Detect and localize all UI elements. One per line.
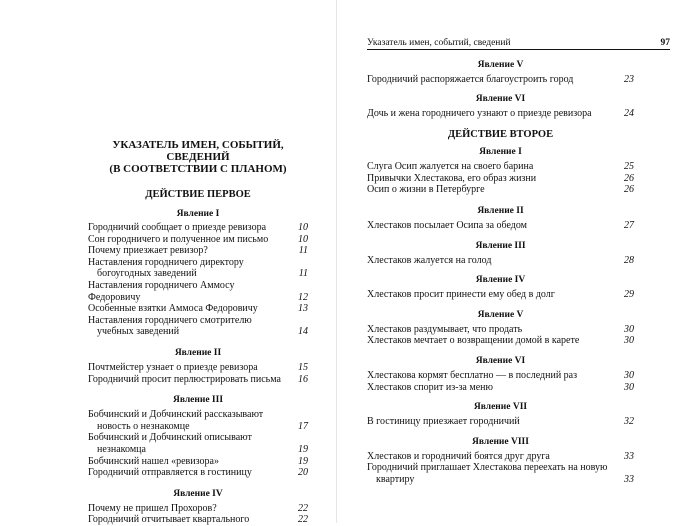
scene-entries <box>88 409 308 479</box>
index-entry <box>367 161 634 173</box>
scene-heading: Явление VII <box>473 402 528 413</box>
entry-text: Городничий отчитывает квартального <box>88 514 250 526</box>
entry-text: Хлестаков раздумывает, что продать <box>367 323 523 335</box>
index-entry <box>367 370 634 382</box>
entry-text: Почему не пришел Прохоров? <box>88 502 217 514</box>
index-entry <box>88 315 308 338</box>
scene-heading: Явление I <box>176 209 220 219</box>
entry-text: Хлестаков посылает Осипа за обедом <box>367 219 528 231</box>
index-entry <box>367 220 634 232</box>
entry-page: 32 <box>624 416 634 428</box>
index-entry <box>88 503 308 515</box>
scene-entries <box>367 220 634 232</box>
entry-page: 26 <box>624 184 634 196</box>
entry-page: 22 <box>298 502 308 514</box>
scene-heading: Явление IV <box>475 275 526 286</box>
scene-heading: Явление IV <box>173 488 223 499</box>
entry-text: Городничий просит перлюстрировать письма <box>88 373 281 385</box>
entry-text: Слуга Осип жалуется на своего барина <box>367 161 534 173</box>
scene-heading: Явление VI <box>475 355 526 366</box>
entry-text: Почтмейстер узнает о приезде ревизора <box>88 361 258 373</box>
entry-text: Сон городничего и полученное им письмо <box>88 233 269 245</box>
entry-page: 22 <box>298 514 308 526</box>
scene-entries <box>367 74 634 86</box>
scene-entries <box>367 451 634 486</box>
entry-text: Почему приезжает ревизор? <box>88 245 208 257</box>
entry-text: В гостиницу приезжает городничий <box>367 416 520 428</box>
entry-page: 17 <box>298 420 308 432</box>
entry-text: Хлестакова кормят бесплатно — в последний раз <box>367 369 578 381</box>
index-entry <box>367 451 634 463</box>
entry-text: Бобчинский и Добчинский описывают незнакомца <box>88 432 252 455</box>
scene-entries <box>367 370 634 393</box>
entry-text: Хлестаков просит принести ему обед в долг <box>367 289 555 301</box>
entry-text: Дочь и жена городничего узнают о приезде ревизора <box>367 107 592 119</box>
entry-page: 27 <box>624 219 634 231</box>
entry-text: Особенные взятки Аммоса Федоровичу <box>88 303 258 315</box>
scene-heading: Явление V <box>477 309 524 320</box>
entry-text: Хлестаков спорит из-за меню <box>367 381 493 393</box>
entry-text: Привычки Хлестакова, его образ жизни <box>367 172 537 184</box>
index-entry <box>88 432 308 455</box>
index-entry <box>88 303 308 315</box>
entry-page: 23 <box>624 74 634 85</box>
index-entry <box>88 409 308 432</box>
page-number: 97 <box>660 38 670 48</box>
index-entry <box>88 362 308 374</box>
scene-heading: Явление V <box>477 60 524 70</box>
entry-page: 16 <box>298 373 308 385</box>
scene-entries <box>367 255 634 267</box>
index-entry <box>367 108 634 120</box>
entry-page: 11 <box>298 245 308 257</box>
entry-page: 30 <box>624 369 634 381</box>
scene-entries <box>88 362 308 385</box>
entry-text: Хлестаков жалуется на голод <box>367 254 492 266</box>
entry-page: 11 <box>298 268 308 280</box>
entry-text: Бобчинский и Добчинский рассказывают новость о незнакомце <box>88 409 264 432</box>
scene-heading: Явление II <box>477 205 524 216</box>
entry-page: 29 <box>624 289 634 301</box>
scene-heading: Явление VI <box>475 93 526 104</box>
index-entry <box>367 382 634 394</box>
scene-entries <box>367 108 634 120</box>
index-entry <box>88 456 308 468</box>
entry-page: 19 <box>298 455 308 467</box>
scene-heading: Явление III <box>172 395 224 406</box>
running-head <box>367 37 670 50</box>
scene-entries <box>367 289 634 301</box>
entry-page: 15 <box>298 361 308 373</box>
index-entry <box>367 255 634 267</box>
act-heading-first: ДЕЙСТВИЕ ПЕРВОЕ <box>145 189 251 200</box>
index-entry <box>88 222 308 234</box>
entry-text: Наставления городничего директору богоугодных заведений <box>88 256 244 280</box>
entry-page: 13 <box>298 303 308 315</box>
entry-page: 30 <box>624 323 634 335</box>
entry-page: 10 <box>298 233 308 245</box>
scene-heading: Явление VIII <box>472 436 529 447</box>
scene-entries <box>88 503 308 526</box>
scene-heading: Явление III <box>475 240 526 251</box>
entry-text: Бобчинский нашел «ревизора» <box>88 455 219 467</box>
index-entry <box>367 289 634 301</box>
scene-entries <box>367 161 634 196</box>
entry-text: Городничий отправляется в гостиницу <box>88 467 252 479</box>
scene-entries <box>88 222 308 338</box>
scene-entries <box>367 416 634 428</box>
index-entry <box>367 335 634 347</box>
scene-heading: Явление I <box>479 147 522 158</box>
entry-page: 28 <box>624 254 634 266</box>
index-entry <box>88 245 308 257</box>
entry-page: 33 <box>624 450 634 462</box>
index-entry <box>367 416 634 428</box>
entry-page: 14 <box>298 326 308 338</box>
index-entry <box>367 184 634 196</box>
entry-page: 24 <box>624 107 634 119</box>
running-head-title: Указатель имен, событий, сведений <box>367 38 511 48</box>
entry-page: 26 <box>624 172 634 184</box>
index-title <box>88 139 308 175</box>
entry-text: Городничий сообщает о приезде ревизора <box>88 222 267 233</box>
index-entry <box>367 324 634 336</box>
entry-text: Городничий распоряжается благоустроить город <box>367 74 574 85</box>
entry-text: Городничий приглашает Хлестакова переехать на новую квартиру <box>367 462 608 485</box>
entry-page: 30 <box>624 381 634 393</box>
index-entry <box>88 374 308 386</box>
index-entry <box>367 173 634 185</box>
entry-page: 30 <box>624 335 634 347</box>
entry-text: Осип о жизни в Петербурге <box>367 184 485 196</box>
entry-text: Наставления городничего Аммосу Федоровичу <box>88 279 235 303</box>
index-entry <box>88 514 308 526</box>
right-page <box>337 0 674 523</box>
index-entry <box>88 467 308 479</box>
scene-entries <box>367 324 634 347</box>
index-entry <box>88 257 308 280</box>
index-entry <box>88 280 308 303</box>
index-column-right <box>367 60 634 486</box>
index-entry <box>88 234 308 246</box>
entry-text: Хлестаков мечтает о возвращении домой в карете <box>367 335 580 347</box>
index-column-left <box>88 139 308 526</box>
index-subtitle-line: (В СООТВЕТСТВИИ С ПЛАНОМ) <box>109 163 287 175</box>
entry-page: 33 <box>624 473 634 485</box>
entry-page: 10 <box>298 222 308 233</box>
entry-page: 20 <box>298 467 308 479</box>
entry-text: Наставления городничего смотрителю учебных заведений <box>88 314 252 338</box>
index-entry <box>367 462 634 485</box>
entry-page: 19 <box>298 443 308 455</box>
scene-heading: Явление II <box>174 347 222 358</box>
index-entry <box>367 74 634 86</box>
entry-page: 12 <box>298 291 308 303</box>
index-title-line: УКАЗАТЕЛЬ ИМЕН, СОБЫТИЙ, СВЕДЕНИЙ <box>112 139 284 163</box>
entry-text: Хлестаков и городничий боятся друг друга <box>367 450 550 462</box>
act-heading-second: ДЕЙСТВИЕ ВТОРОЕ <box>447 129 554 141</box>
entry-page: 25 <box>624 161 634 173</box>
